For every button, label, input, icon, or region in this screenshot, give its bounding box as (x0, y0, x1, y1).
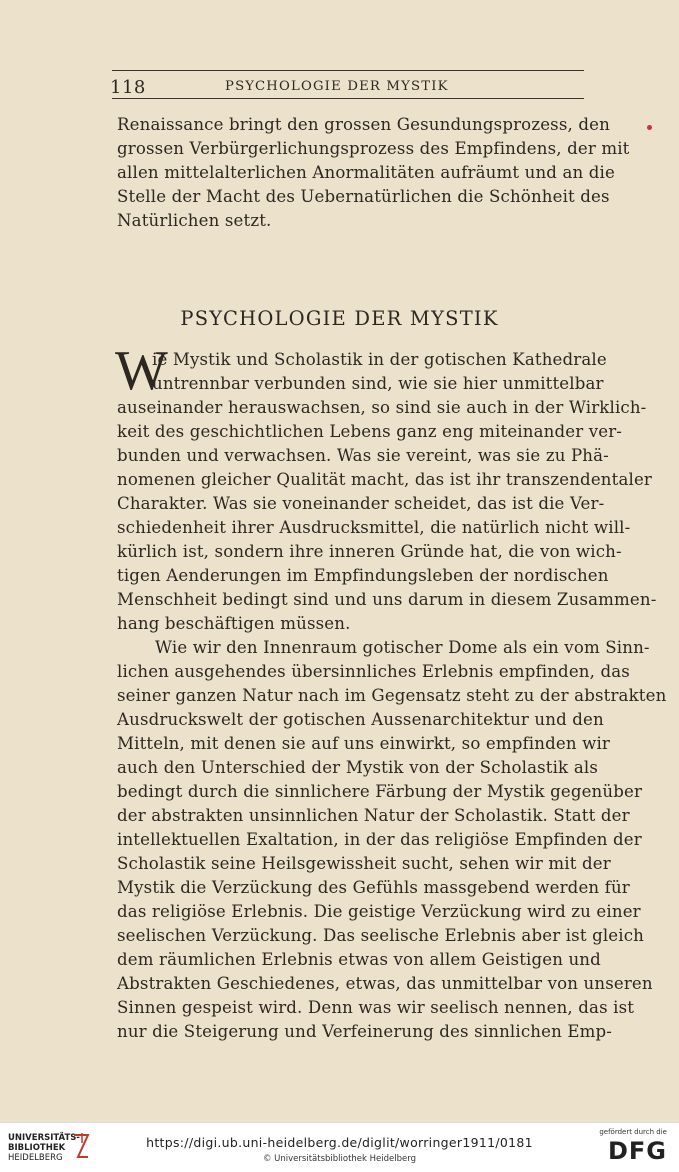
text-line: seelischen Verzückung. Das seelische Erlebnis aber ist gleich (117, 926, 645, 945)
library-name-line: BIBLIOTHEK (8, 1143, 66, 1153)
text-line: auseinander herauswachsen, so sind sie auch in der Wirklich- (117, 398, 647, 417)
permalink-url[interactable]: https://digi.ub.uni-heidelberg.de/diglit/worringer1911/0181 (146, 1135, 533, 1150)
drop-cap: W (115, 340, 168, 402)
page-number: 118 (110, 77, 146, 98)
copyright-notice: © Universitätsbibliothek Heidelberg (262, 1154, 416, 1164)
text-line: Charakter. Was sie voneinander scheidet, das ist die Ver- (117, 494, 605, 513)
text-line: Sinnen gespeist wird. Denn was wir seelisch nennen, das ist (117, 998, 635, 1017)
text-line: nur die Steigerung und Verfeinerung des sinnlichen Emp- (117, 1022, 613, 1041)
running-title: PSYCHOLOGIE DER MYSTIK (225, 79, 449, 94)
text-line: das religiöse Erlebnis. Die geistige Verzückung wird zu einer (117, 902, 641, 921)
text-line: untrennbar verbunden sind, wie sie hier unmittelbar (152, 374, 604, 393)
library-name-line: HEIDELBERG (8, 1153, 63, 1163)
text-line: intellektuellen Exaltation, in der das religiöse Empfinden der (117, 830, 642, 849)
section-title: PSYCHOLOGIE DER MYSTIK (180, 307, 499, 330)
text-line: bedingt durch die sinnlichere Färbung der Mystik gegenüber (117, 782, 643, 801)
text-line: Stelle der Macht des Uebernatürlichen die Schönheit des (117, 187, 610, 206)
paragraph-continuation (117, 113, 630, 233)
text-line: hang beschäftigen müssen. (117, 614, 351, 633)
paragraph-main (117, 348, 667, 1044)
text-line: Renaissance bringt den grossen Gesundungsprozess, den (117, 115, 610, 134)
text-line: ie Mystik und Scholastik in der gotischen Kathedrale (152, 350, 607, 369)
text-line: Natürlichen setzt. (117, 211, 272, 230)
text-line: Wie wir den Innenraum gotischer Dome als ein vom Sinn- (155, 638, 650, 657)
text-line: der abstrakten unsinnlichen Natur der Scholastik. Statt der (117, 806, 630, 825)
text-line: Ausdruckswelt der gotischen Aussenarchitektur und den (117, 710, 604, 729)
text-line: allen mittelalterlichen Anormalitäten aufräumt und an die (117, 163, 615, 182)
text-line: grossen Verbürgerlichungsprozess des Empfindens, der mit (117, 139, 630, 158)
funding-note: gefördert durch die (599, 1128, 667, 1136)
text-line: keit des geschichtlichen Lebens ganz eng miteinander ver- (117, 422, 623, 441)
text-line: schiedenheit ihrer Ausdrucksmittel, die natürlich nicht will- (117, 518, 631, 537)
text-line: auch den Unterschied der Mystik von der Scholastik als (117, 758, 598, 777)
text-line: Abstrakten Geschiedenes, etwas, das unmittelbar von unseren (117, 974, 653, 993)
text-line: dem räumlichen Erlebnis etwas von allem Geistigen und (117, 950, 601, 969)
text-line: bunden und verwachsen. Was sie vereint, was sie zu Phä- (117, 446, 609, 465)
text-line: seiner ganzen Natur nach im Gegensatz steht zu der abstrakten (117, 686, 667, 705)
text-line: Menschheit bedingt sind und uns darum in diesem Zusammen- (117, 590, 657, 609)
dfg-logo[interactable]: DFG (607, 1137, 667, 1165)
header-rule-bottom (112, 98, 584, 99)
header-rule-top (112, 70, 584, 71)
text-line: Mystik die Verzückung des Gefühls massgebend werden für (117, 878, 630, 897)
text-line: nomenen gleicher Qualität macht, das ist ihr transzendentaler (117, 470, 653, 489)
text-line: Scholastik seine Heilsgewissheit sucht, sehen wir mit der (117, 854, 611, 873)
viewer-footer (0, 1122, 679, 1172)
text-line: kürlich ist, sondern ihre inneren Gründe hat, die von wich- (117, 542, 622, 561)
ink-mark (647, 125, 652, 130)
text-line: Mitteln, mit denen sie auf uns einwirkt, so empfinden wir (117, 734, 610, 753)
library-name-line: UNIVERSITÄTS- (8, 1133, 80, 1143)
text-line: lichen ausgehendes übersinnliches Erlebnis empfinden, das (117, 662, 630, 681)
text-line: tigen Aenderungen im Empfindungsleben der nordischen (117, 566, 609, 585)
